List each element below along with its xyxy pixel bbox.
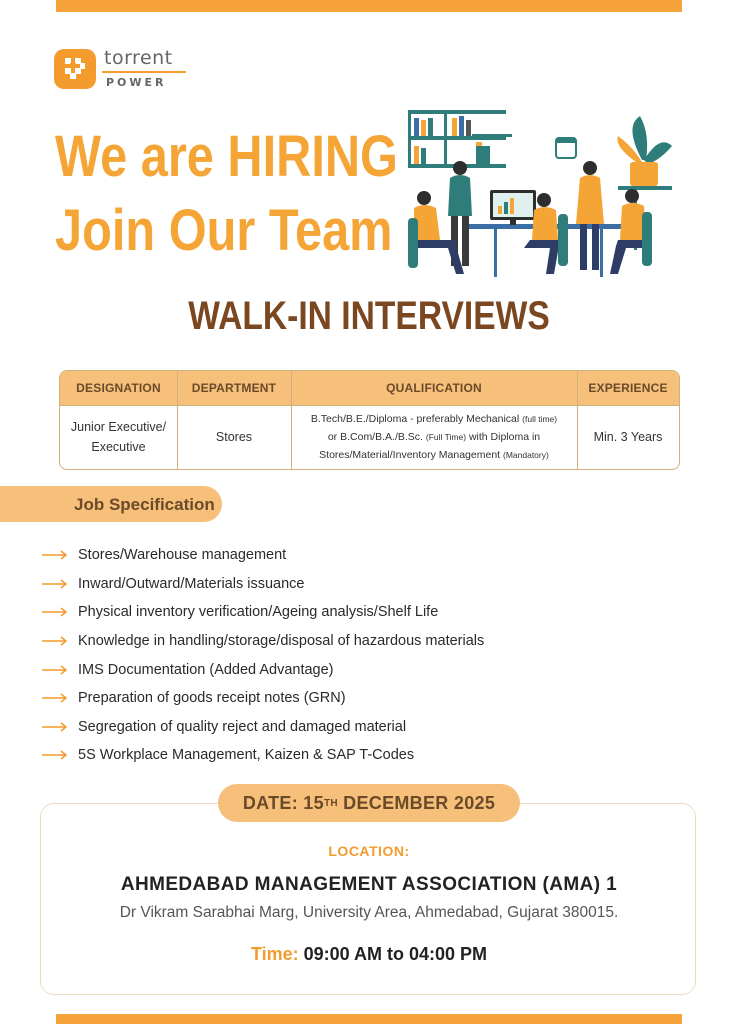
location-name: AHMEDABAD MANAGEMENT ASSOCIATION (AMA) 1 xyxy=(120,874,618,895)
brand-name: torrent xyxy=(104,47,173,69)
designation-line-2: Executive xyxy=(91,440,146,454)
job-table xyxy=(59,370,680,470)
monitor-icon xyxy=(490,190,536,225)
location-label: LOCATION: xyxy=(328,843,410,859)
bookshelf-icon xyxy=(408,110,512,168)
team-office-illustration xyxy=(404,106,676,282)
date-pill xyxy=(218,784,520,822)
list-item: 5S Workplace Management, Kaizen & SAP T-Codes xyxy=(42,741,484,770)
arrow-right-icon xyxy=(42,750,68,760)
qualification-note-2: (Full Time) xyxy=(425,432,467,442)
arrow-right-icon xyxy=(42,693,68,703)
header-qualification: QUALIFICATION xyxy=(386,381,482,395)
time-label: Time: xyxy=(250,944,299,964)
list-item: Preparation of goods receipt notes (GRN) xyxy=(42,684,484,713)
qualification-note-1: (full time) xyxy=(522,414,558,424)
cell-qualification xyxy=(291,405,577,469)
list-item: Physical inventory verification/Ageing analysis/Shelf Life xyxy=(42,598,484,627)
qualification-line-1: B.Tech/B.E./Diploma - preferably Mechanical xyxy=(310,413,520,425)
header-designation: DESIGNATION xyxy=(76,381,161,395)
hero-headline-2: Join Our Team xyxy=(55,198,393,263)
date-suffix: DECEMBER 2025 xyxy=(337,792,496,813)
arrow-right-icon xyxy=(42,722,68,732)
logo-mark-icon xyxy=(54,49,96,89)
arrow-right-icon xyxy=(42,579,68,589)
torrent-power-logo xyxy=(54,47,194,93)
list-item: Inward/Outward/Materials issuance xyxy=(42,570,484,599)
bottom-accent-bar xyxy=(56,1014,682,1024)
qualification-line-2: or B.Com/B.A./B.Sc. xyxy=(327,431,423,443)
qualification-note-3: (Mandatory) xyxy=(503,450,549,460)
qualification-line-3: Stores/Material/Inventory Management xyxy=(319,449,501,461)
arrow-right-icon xyxy=(42,550,68,560)
walk-in-title: WALK-IN INTERVIEWS xyxy=(188,294,550,338)
qualification-line-2b: with Diploma in xyxy=(468,431,541,443)
date-ordinal: TH xyxy=(323,797,338,809)
hero-headline-1: We are HIRING xyxy=(55,124,398,189)
cell-department: Stores xyxy=(215,430,253,444)
cell-experience: Min. 3 Years xyxy=(593,430,663,444)
header-experience: EXPERIENCE xyxy=(588,381,668,395)
location-box xyxy=(40,803,696,995)
date-prefix: DATE: 15 xyxy=(242,792,324,813)
designation-line-1: Junior Executive/ xyxy=(70,420,167,434)
calendar-icon xyxy=(556,138,576,158)
arrow-right-icon xyxy=(42,607,68,617)
arrow-right-icon xyxy=(42,636,68,646)
list-item: Knowledge in handling/storage/disposal of hazardous materials xyxy=(42,627,484,656)
header-department: DEPARTMENT xyxy=(191,381,277,395)
job-spec-list xyxy=(42,541,484,770)
top-accent-bar xyxy=(56,0,682,12)
arrow-right-icon xyxy=(42,665,68,675)
brand-sub: POWER xyxy=(106,76,167,89)
list-item: IMS Documentation (Added Advantage) xyxy=(42,655,484,684)
list-item: Segregation of quality reject and damaged material xyxy=(42,713,484,742)
job-spec-title: Job Specification xyxy=(74,495,215,514)
list-item: Stores/Warehouse management xyxy=(42,541,484,570)
location-address: Dr Vikram Sarabhai Marg, University Area, Ahmedabad, Gujarat 380015. xyxy=(119,904,619,921)
interview-time xyxy=(0,944,738,965)
cell-designation xyxy=(60,405,177,469)
time-value: 09:00 AM to 04:00 PM xyxy=(303,944,488,964)
logo-divider xyxy=(102,71,186,73)
